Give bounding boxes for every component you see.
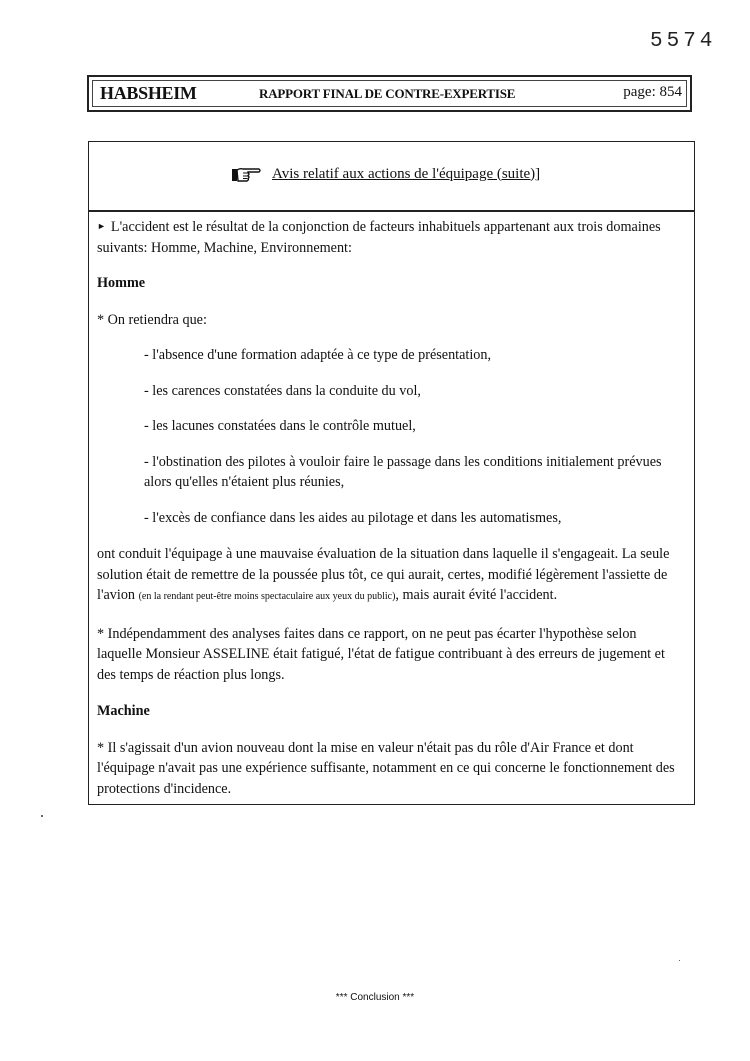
heading-homme: Homme <box>97 275 146 291</box>
list-item: - les carences constatées dans la conduite du vol, <box>144 382 421 399</box>
footer-conclusion: *** Conclusion *** <box>335 992 415 1003</box>
section-title-band <box>89 142 694 212</box>
scan-speck <box>679 960 680 961</box>
header-brand: HABSHEIM <box>100 83 197 103</box>
section-title: Avis relatif aux actions de l'équipage (suite)] <box>272 165 541 182</box>
header-page-number: page: 854 <box>623 84 682 100</box>
document-number: 5574 <box>650 30 717 53</box>
conclusion-paragraph <box>97 544 682 608</box>
list-item: - l'excès de confiance dans les aides au pilotage et dans les automatismes, <box>144 509 562 526</box>
conclusion-text-1: ont conduit l'équipage à une mauvaise évaluation de la situation dans laquelle il s'engageait. La seule solution était de remettre de la poussée plus tôt, ce qui aurait, certes, modifié légèrement l'assiette de l'avion <box>97 546 670 603</box>
heading-machine: Machine <box>97 703 150 719</box>
scan-speck <box>41 815 43 817</box>
conclusion-aside: (en la rendant peut-être moins spectaculaire aux yeux du public) <box>138 591 396 602</box>
intro-paragraph <box>97 216 682 258</box>
fatigue-paragraph: * Indépendamment des analyses faites dans ce rapport, on ne peut pas écarter l'hypothèse selon laquelle Monsieur ASSELINE était fatigué, l'état de fatigue contribuant à des erreurs de jugement et des temps de réaction plus longs. <box>97 625 665 683</box>
pointing-hand-icon <box>231 165 261 183</box>
triangle-bullet-icon: ► <box>97 221 106 231</box>
intro-text: L'accident est le résultat de la conjonction de facteurs inhabituels appartenant aux trois domaines suivants: Homme, Machine, Environnement: <box>97 219 661 256</box>
list-item: - l'obstination des pilotes à vouloir faire le passage dans les conditions initialement prévues alors qu'elles n'étaient plus réunies, <box>144 453 662 490</box>
header-title: RAPPORT FINAL DE CONTRE-EXPERTISE <box>259 86 516 101</box>
section-title-row <box>231 165 540 183</box>
machine-paragraph: * Il s'agissait d'un avion nouveau dont la mise en valeur n'était pas du rôle d'Air France et dont l'équipage n'avait pas une expérience suffisante, notamment en ce qui concerne le fonctionnement des protections d'incidence. <box>97 739 675 797</box>
homme-lead: * On retiendra que: <box>97 311 207 328</box>
report-header <box>87 75 692 112</box>
list-item: - les lacunes constatées dans le contrôle mutuel, <box>144 418 416 434</box>
conclusion-text-2: , mais aurait évité l'accident. <box>395 587 558 603</box>
list-item: - l'absence d'une formation adaptée à ce type de présentation, <box>144 347 492 363</box>
content-box <box>88 141 695 805</box>
section-content <box>97 216 682 799</box>
